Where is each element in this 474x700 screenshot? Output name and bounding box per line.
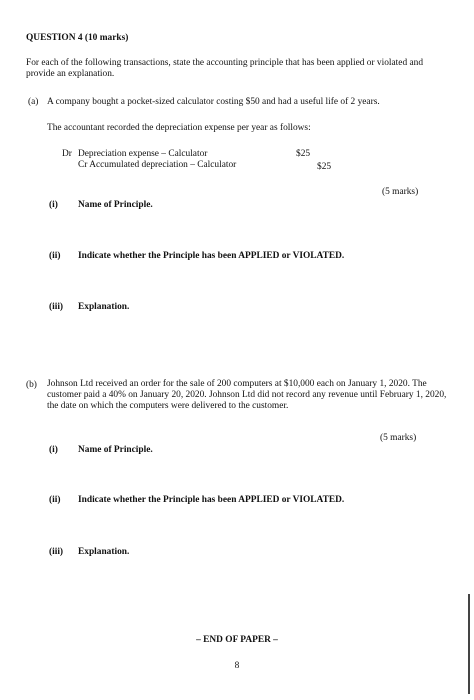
part-a-item-num: (iii)	[49, 302, 64, 312]
question-title: QUESTION 4 (10 marks)	[26, 33, 129, 43]
part-a-item-text: Explanation.	[78, 302, 130, 312]
journal-credit-account: Cr Accumulated depreciation – Calculator	[78, 160, 237, 170]
part-a-item-text: Name of Principle.	[78, 200, 153, 210]
part-a-item-num: (ii)	[49, 251, 61, 261]
part-a-label: (a)	[28, 97, 39, 107]
part-b-item-text: Name of Principle.	[78, 445, 153, 455]
part-b-label: (b)	[26, 380, 37, 390]
part-b-item-num: (iii)	[49, 547, 64, 557]
part-a-item-text: Indicate whether the Principle has been APPLIED or VIOLATED.	[78, 251, 345, 261]
part-b-text: Johnson Ltd received an order for the sale of 200 computers at $10,000 each on January 1, 2020. The customer paid a 40% on January 20, 2020. Johnson Ltd did not record any revenue until February 1, 2020, the date on which the computers were delivered to the customer.	[47, 379, 447, 412]
end-of-paper: – END OF PAPER –	[196, 635, 278, 645]
part-b-item-num: (i)	[49, 445, 58, 455]
part-a-accountant-text: The accountant recorded the depreciation expense per year as follows:	[47, 123, 311, 133]
journal-debit-amount: $25	[296, 149, 311, 159]
part-b-item-text: Explanation.	[78, 547, 130, 557]
question-intro: For each of the following transactions, state the accounting principle that has been applied or violated and provide an explanation.	[26, 58, 424, 80]
part-b-marks: (5 marks)	[380, 433, 417, 443]
journal-dr-label: Dr	[62, 149, 72, 159]
journal-debit-account: Depreciation expense – Calculator	[78, 149, 208, 159]
part-b-item-text: Indicate whether the Principle has been APPLIED or VIOLATED.	[78, 495, 345, 505]
journal-credit-amount: $25	[317, 162, 332, 172]
part-a-text: A company bought a pocket-sized calculator costing $50 and had a useful life of 2 years.	[47, 97, 380, 107]
page-number: 8	[234, 661, 240, 671]
part-a-item-num: (i)	[49, 200, 58, 210]
page-edge-divider	[468, 594, 470, 694]
part-b-item-num: (ii)	[49, 495, 61, 505]
part-a-marks: (5 marks)	[382, 187, 419, 197]
